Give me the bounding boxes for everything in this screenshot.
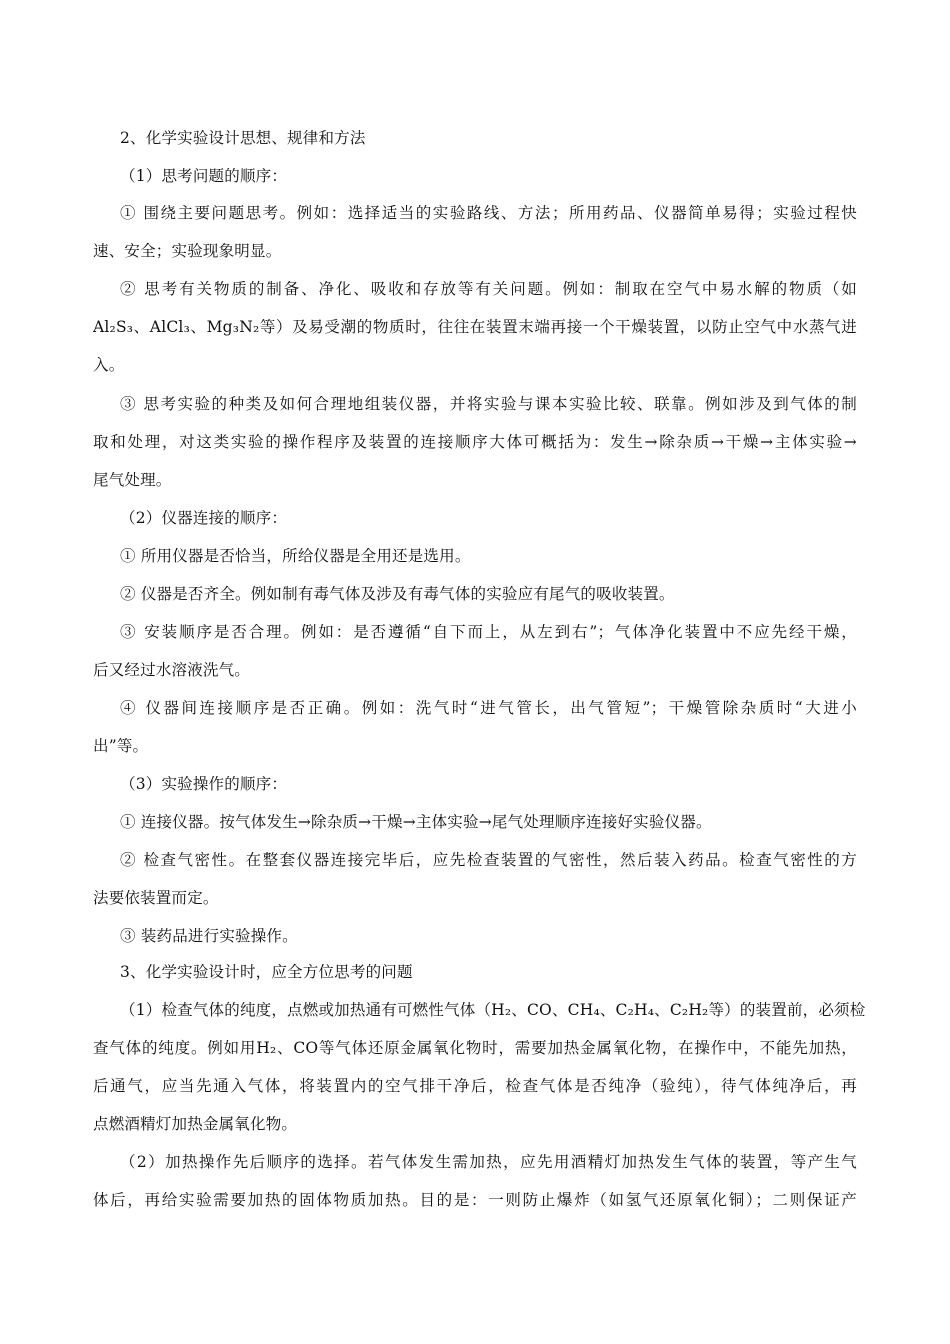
paragraph-line: ④ 仪器间连接顺序是否正确。例如：洗气时“进气管长，出气管短”；干燥管除杂质时“大进小 [120,699,857,717]
paragraph-line: 出”等。 [93,737,149,755]
paragraph-line: ② 思考有关物质的制备、净化、吸收和存放等有关问题。例如：制取在空气中易水解的物质（如 [120,280,857,298]
paragraph-line: 速、安全；实验现象明显。 [93,242,282,260]
paragraph-line: Al₂S₃、AlCl₃、Mg₃N₂等）及易受潮的物质时，往往在装置末端再接一个干燥装置，以防止空气中水蒸气进 [93,318,857,336]
paragraph-line: ③ 思考实验的种类及如何合理地组装仪器，并将实验与课本实验比较、联靠。例如涉及到气体的制 [120,395,857,413]
subheading-1: （1）思考问题的顺序： [120,167,288,185]
paragraph-line: （2）加热操作先后顺序的选择。若气体发生需加热，应先用酒精灯加热发生气体的装置，等产生气 [120,1153,857,1171]
paragraph-line: ① 所用仪器是否恰当，所给仪器是全用还是选用。 [120,547,471,565]
paragraph-line: 后又经过水溶液洗气。 [93,661,251,679]
paragraph-line: ① 连接仪器。按气体发生→除杂质→干燥→主体实验→尾气处理顺序连接好实验仪器。 [120,813,712,831]
paragraph-line: ① 围绕主要问题思考。例如：选择适当的实验路线、方法；所用药品、仪器简单易得；实验过程快 [120,204,857,222]
paragraph-line: ② 检查气密性。在整套仪器连接完毕后，应先检查装置的气密性，然后装入药品。检查气密性的方 [120,851,857,869]
paragraph-line: ③ 安装顺序是否合理。例如：是否遵循“自下而上，从左到右”；气体净化装置中不应先经干燥， [120,623,857,641]
paragraph-line: 体后，再给实验需要加热的固体物质加热。目的是：一则防止爆炸（如氢气还原氧化铜）；二则保证产 [93,1191,857,1209]
paragraph-line: 法要依装置而定。 [93,889,219,907]
section-heading-3: 3、化学实验设计时，应全方位思考的问题 [120,963,413,981]
section-heading-2: 2、化学实验设计思想、规律和方法 [120,129,366,147]
paragraph-line: 尾气处理。 [93,471,172,489]
paragraph-line: 取和处理，对这类实验的操作程序及装置的连接顺序大体可概括为：发生→除杂质→干燥→主体实验→ [93,433,857,451]
subheading-2: （2）仪器连接的顺序： [120,509,288,527]
paragraph-line: 入。 [93,356,125,374]
subheading-3: （3）实验操作的顺序： [120,775,288,793]
paragraph-line: （1）检查气体的纯度，点燃或加热通有可燃性气体（H₂、CO、CH₄、C₂H₄、C₂H₂等）的装置前，必须检 [120,1001,866,1019]
paragraph-line: ② 仪器是否齐全。例如制有毒气体及涉及有毒气体的实验应有尾气的吸收装置。 [120,585,675,603]
paragraph-line: 查气体的纯度。例如用H₂、CO等气体还原金属氧化物时，需要加热金属氧化物，在操作中，不能先加热， [93,1039,857,1057]
paragraph-line: 点燃酒精灯加热金属氧化物。 [93,1115,298,1133]
paragraph-line: ③ 装药品进行实验操作。 [120,927,298,945]
paragraph-line: 后通气，应当先通入气体，将装置内的空气排干净后，检查气体是否纯净（验纯），待气体纯净后，再 [93,1077,857,1095]
